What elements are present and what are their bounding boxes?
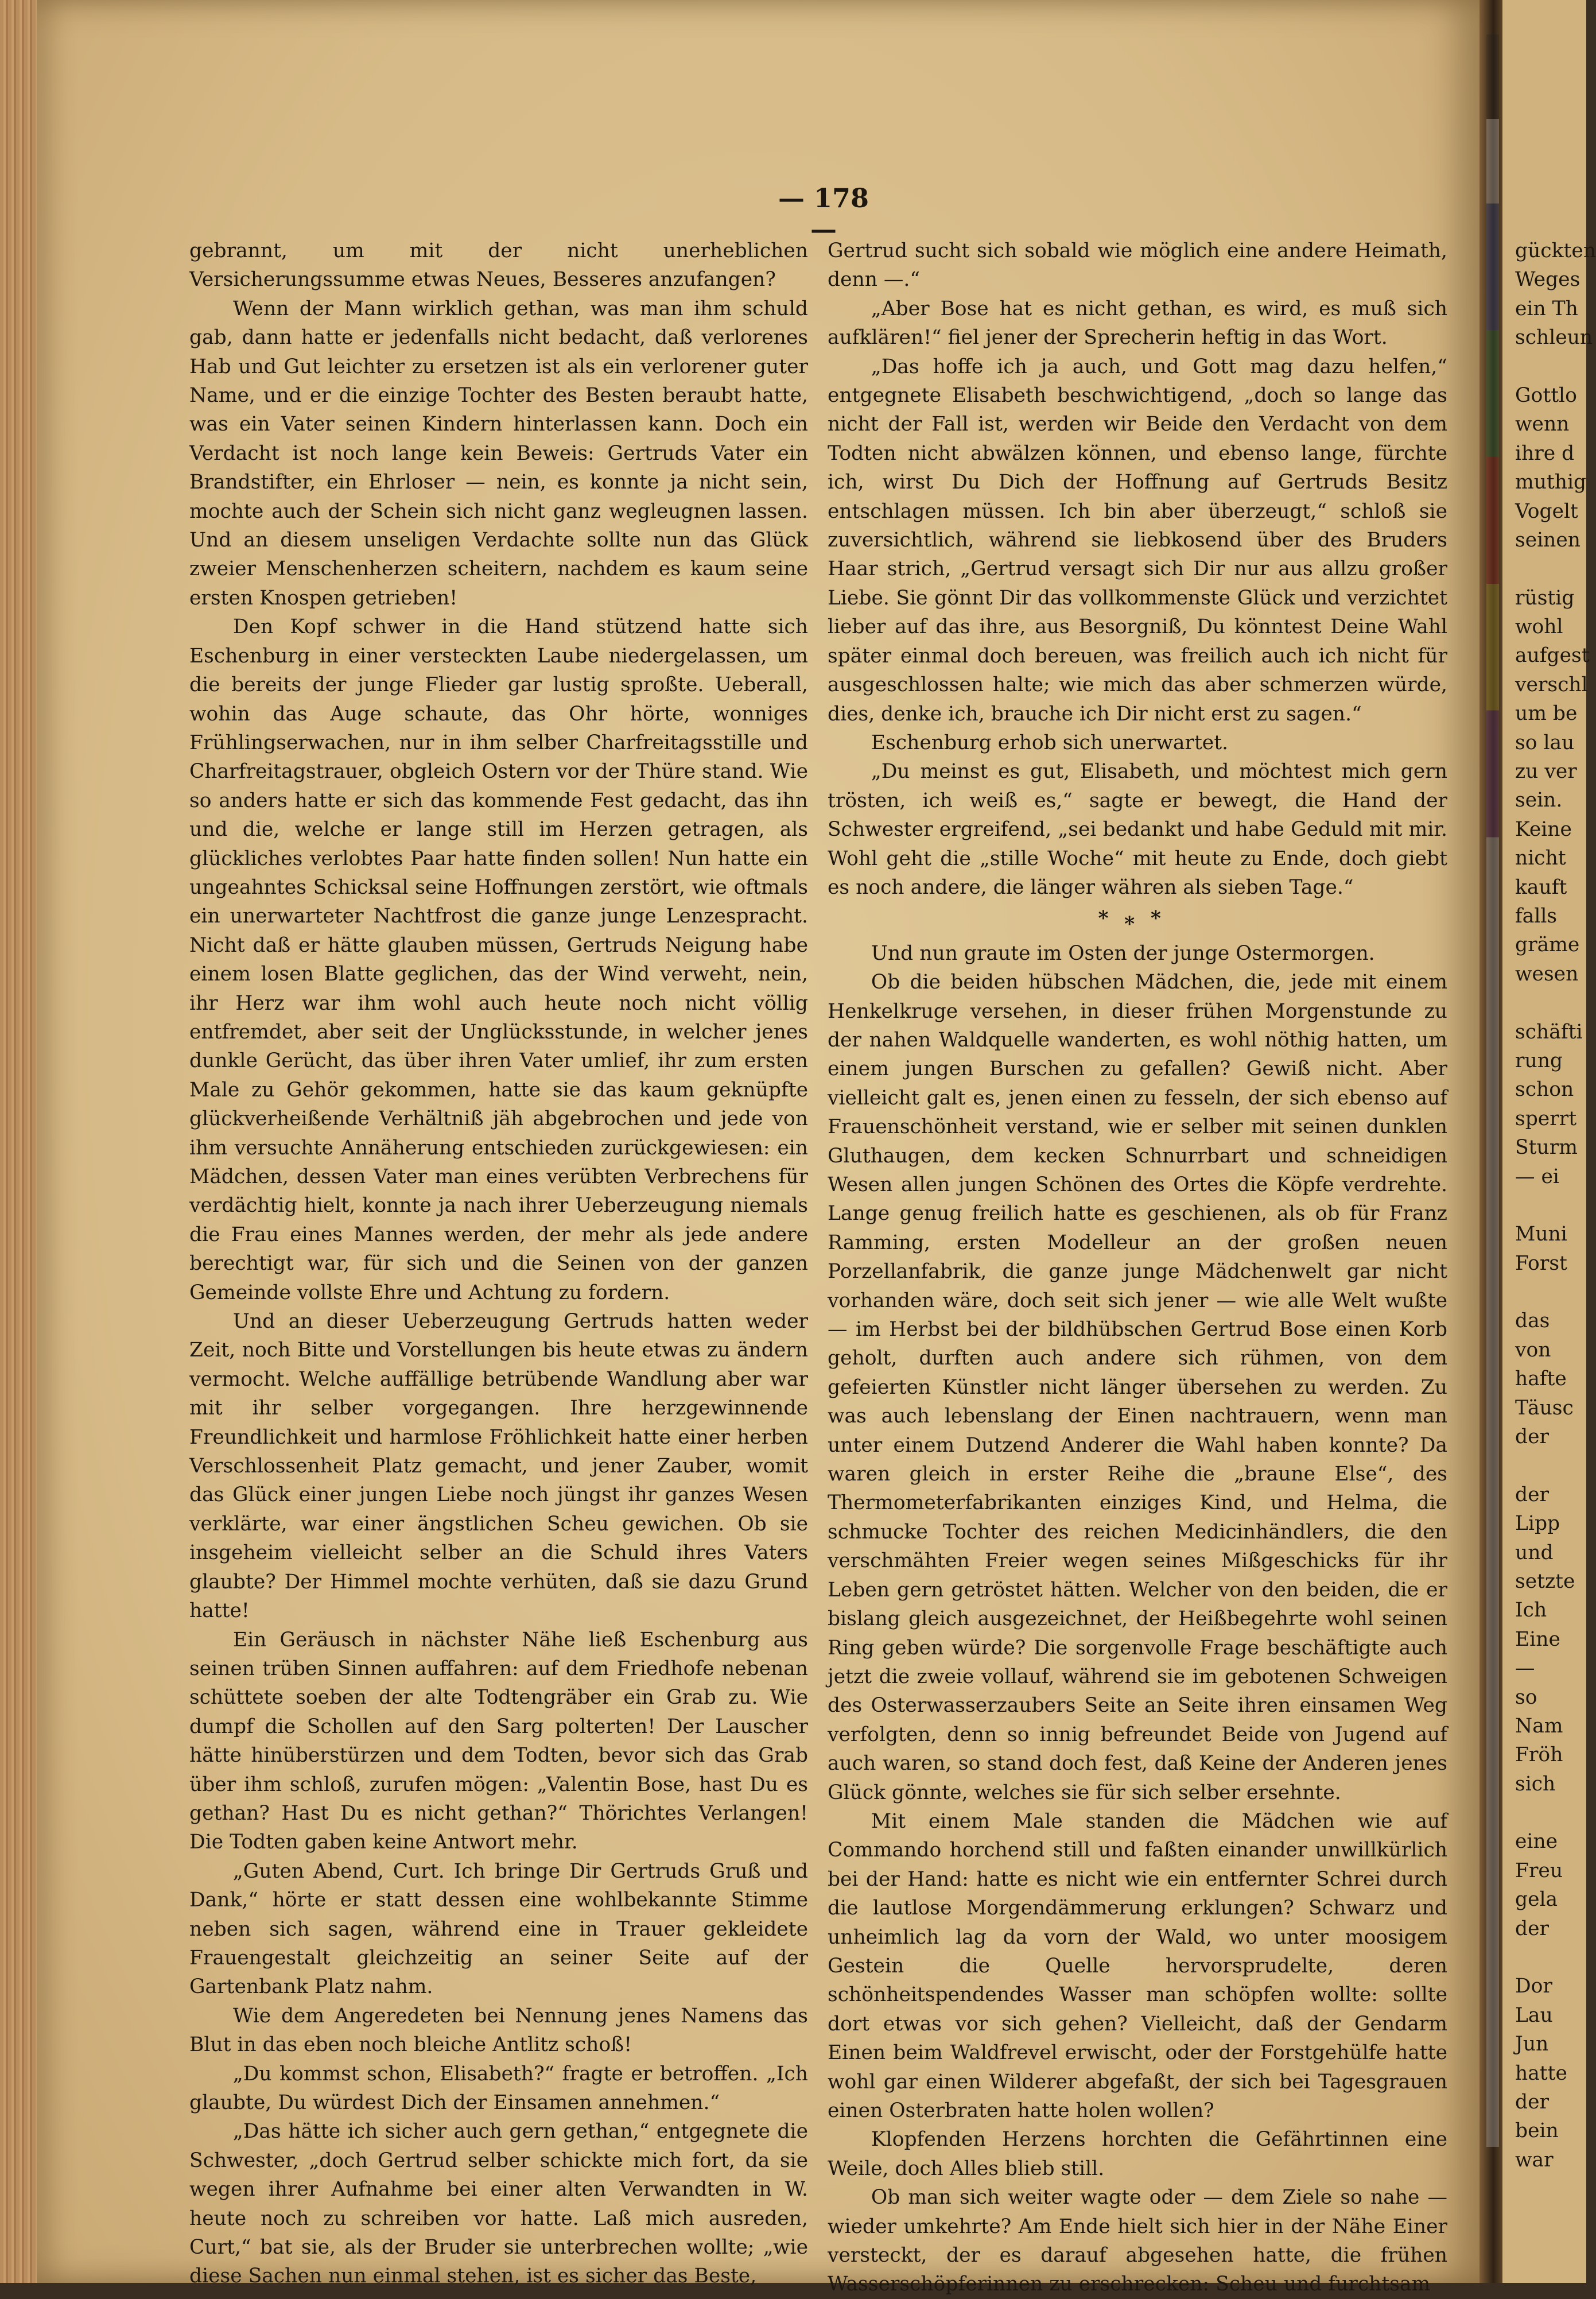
adjacent-page-fragment: das	[1515, 1309, 1550, 1333]
adjacent-page-fragment: kauft	[1515, 875, 1567, 899]
adjacent-page-fragment: war	[1515, 2148, 1554, 2172]
paragraph: Wie dem Angeredeten bei Nennung jenes Namens das Blut in das eben noch bleiche Antlitz schoß!	[189, 2004, 808, 2057]
adjacent-page-fragment: der	[1515, 1917, 1549, 1940]
adjacent-page-text-fragments	[1515, 237, 1596, 2174]
adjacent-page-fragment: der	[1515, 1483, 1549, 1506]
adjacent-page-fragment	[1515, 1451, 1590, 1480]
adjacent-page-fragment: schon	[1515, 1078, 1574, 1102]
adjacent-page-fragment: Gottlo	[1515, 383, 1577, 407]
adjacent-page-fragment: Fröh	[1515, 1743, 1563, 1767]
paragraph: gebrannt, um mit der nicht unerheblichen Versicherungssumme etwas Neues, Besseres anzufangen?	[189, 239, 808, 292]
adjacent-page-fragment: bein	[1515, 2119, 1559, 2143]
adjacent-page-fragment: Vogelt	[1515, 499, 1578, 523]
adjacent-page-fragment: rung	[1515, 1049, 1563, 1072]
paragraph: „Das hätte ich sicher auch gern gethan,“ entgegnete die Schwester, „doch Gertrud selber schickte mich fort, da sie wegen ihrer Aufnahme bei einer alten Verwandten in W. heute noch zu schreiben vor hatte. Laß mich ausreden, Curt,“ bat sie, als der Bruder sie unterbrechen wollte; „wie diese Sachen nun einmal stehen, ist es sicher das Beste,	[189, 2120, 808, 2288]
right-text-column	[828, 237, 1447, 2299]
paragraph: „Aber Bose hat es nicht gethan, es wird, es muß sich aufklären!“ fiel jener der Sprecherin heftig in das Wort.	[828, 297, 1447, 350]
adjacent-page-fragment	[1515, 1943, 1590, 1972]
adjacent-page-fragment	[1515, 555, 1590, 583]
adjacent-page-fragment: falls	[1515, 904, 1558, 928]
adjacent-page-fragment: der	[1515, 2091, 1549, 2114]
adjacent-page-fragment: Lipp	[1515, 1512, 1560, 1536]
paragraph: Mit einem Male standen die Mädchen wie auf Commando horchend still und faßten einander unwillkürlich bei der Hand: hatte es nicht wie ein entfernter Schrei durch die lautlose Morgendämmerung erklungen? Schwarz und unheimlich lag da vorn der Wald, wo unter moosigem Gestein die Quelle hervorsprudelte, deren schönheitspendendes Wasser man schöpfen wollte: sollte dort etwas vor sich gehen? Vielleicht, daß der Gendarm Einen beim Waldfrevel erwischt, oder der Forstgehülfe hatte wohl gar einen Wilderer abgefaßt, der sich bei Tagesgrauen einen Osterbraten hatte holen wollen?	[828, 1809, 1447, 2122]
adjacent-page-fragment: —	[1515, 1657, 1535, 1680]
adjacent-page-fragment: Täusc	[1515, 1396, 1574, 1420]
adjacent-page-fragment: gückten	[1515, 239, 1596, 262]
divider-star: *	[1150, 907, 1177, 931]
adjacent-page-fragment: Freu	[1515, 1859, 1563, 1882]
adjacent-page-fragment: ein Th	[1515, 297, 1578, 320]
adjacent-page-fragment: Dor	[1515, 1975, 1552, 1998]
adjacent-page-fragment: nicht	[1515, 847, 1566, 870]
adjacent-page-fragment: sperrt	[1515, 1107, 1577, 1130]
divider-star: *	[1124, 913, 1151, 936]
adjacent-page-fragment: gela	[1515, 1888, 1558, 1912]
adjacent-page-fragment: der	[1515, 1425, 1549, 1449]
adjacent-page-fragment	[1515, 1278, 1590, 1306]
adjacent-page-fragment	[1515, 988, 1590, 1017]
adjacent-page-fragment: schleun	[1515, 326, 1593, 350]
adjacent-page-fragment: von	[1515, 1338, 1551, 1362]
adjacent-page-fragment: sich	[1515, 1772, 1556, 1796]
paragraph: Ob man sich weiter wagte oder — dem Ziele so nahe — wieder umkehrte? Am Ende hielt sich hier in der Nähe Einer versteckt, der es darauf abgesehen hatte, die frühen Wasserschöpferinnen zu erschrecken: Scheu und furchtsam	[828, 2186, 1447, 2296]
adjacent-page-fragment: wohl	[1515, 615, 1563, 639]
adjacent-page-fragment: hatte	[1515, 2061, 1567, 2085]
paragraph: Klopfenden Herzens horchten die Gefährtinnen eine Weile, doch Alles blieb still.	[828, 2128, 1447, 2180]
adjacent-page-fragment: eine	[1515, 1830, 1558, 1854]
paragraph: Den Kopf schwer in die Hand stützend hatte sich Eschenburg in einer versteckten Laube niedergelassen, um die bereits der junge Flieder gar lustig sproßte. Ueberall, wohin das Auge schaute, das Ohr hörte, wonniges Frühlingserwachen, nur in ihm selber Charfreitagsstille und Charfreitagstrauer, obgleich Ostern vor der Thüre stand. Wie so anders hatte er sich das kommende Fest gedacht, das ihn und die, welche er lange still im Herzen getragen, als glückliches verlobtes Paar hatte finden sollen! Nun hatte ein ungeahntes Schicksal seine Hoffnungen zerstört, wie oftmals ein unerwarteter Nachtfrost die ganze junge Lenzespracht. Nicht daß er hätte glauben müssen, Gertruds Neigung habe einem losen Blatte geglichen, das der Wind verweht, nein, ihr Herz war ihm wohl auch heute noch nicht völlig entfremdet, aber seit der Unglücksstunde, in welcher jenes dunkle Gerücht, das über ihren Vater umlief, ihr zum ersten Male zu Gehör gekommen, hatte sie das kaum geknüpfte glückverheißende Verhältniß jäh abgebrochen und jede von ihm versuchte Annäherung entschieden zurückgewiesen: ein Mädchen, dessen Vater man eines verübten Verbrechens für verdächtig hielt, konnte ja nach ihrer Ueberzeugung niemals die Frau eines Mannes werden, der mehr als jede andere berechtigt war, für sich und die Seinen von der ganzen Gemeinde vollste Ehre und Achtung zu fordern.	[189, 615, 808, 1304]
adjacent-page-fragment: rüstig	[1515, 586, 1575, 610]
paragraph: Gertrud sucht sich sobald wie möglich eine andere Heimath, denn —.“	[828, 239, 1447, 292]
adjacent-page-fragment: aufgest	[1515, 644, 1590, 668]
adjacent-page-fragment: gräme	[1515, 933, 1580, 957]
adjacent-page-fragment: Ich	[1515, 1599, 1547, 1622]
adjacent-page-fragment: setzte	[1515, 1569, 1575, 1593]
adjacent-page-fragment: und	[1515, 1541, 1554, 1564]
adjacent-page-fragment: Nam	[1515, 1714, 1563, 1738]
adjacent-page-fragment: wenn	[1515, 413, 1570, 436]
paragraph: Ob die beiden hübschen Mädchen, die, jede mit einem Henkelkruge versehen, in dieser frühen Morgenstunde zu der nahen Waldquelle wanderten, es wohl nöthig hatten, um einem jungen Burschen zu gefallen? Gewiß nicht. Aber vielleicht galt es, jenen einen zu fesseln, der sich ebenso auf Frauenschönheit verstand, wie er selber mit seinen dunklen Gluthaugen, dem kecken Schnurrbart und schneidigen Wesen allen jungen Schönen des Ortes die Köpfe verdrehte. Lange genug freilich hatte es geschienen, als ob für Franz Ramming, ersten Modelleur an der großen neuen Porzellanfabrik, die ganze junge Mädchenwelt gar nicht vorhanden wäre, doch seit sich jener — wie alle Welt wußte — im Herbst bei der bildhübschen Gertrud Bose einen Korb geholt, durften auch andere sich rühmen, von dem gefeierten Künstler nicht länger übersehen zu werden. Zu was auch lebenslang der Einen nachtrauern, wenn man unter einem Dutzend Anderer die Wahl haben konnte? Da waren gleich in erster Reihe die „braune Else“, des Thermometerfabrikanten einziges Kind, und Helma, die schmucke Tochter des reichen Medicinhändlers, die den verschmähten Freier wegen seines Mißgeschicks für ihr Leben gern getröstet hätten. Welcher von den beiden, die er bislang gleich ausgezeichnet, der Heißbegehrte wohl seinen Ring geben würde? Die sorgenvolle Frage beschäftigte auch jetzt die zweie vollauf, während sie im gebotenen Schweigen des Osterwasserzaubers Seite an Seite ihren einsamen Weg verfolgten, denn so innig befreundet Beide von Jugend auf auch waren, so stand doch fest, daß Keine der Anderen jenes Glück gönnte, welches sie für sich selber ersehnte.	[828, 971, 1447, 1804]
adjacent-page-fragment	[1515, 1798, 1590, 1827]
page-number: — 178 —	[778, 183, 869, 245]
section-divider-stars	[828, 904, 1447, 936]
adjacent-page-fragment: Eine	[1515, 1627, 1560, 1651]
adjacent-page-fragment	[1515, 1191, 1590, 1220]
adjacent-page-fragment: sein.	[1515, 789, 1563, 812]
adjacent-page-fragment: zu ver	[1515, 760, 1577, 784]
divider-star: *	[1098, 907, 1125, 931]
adjacent-page-fragment: wesen	[1515, 962, 1579, 986]
adjacent-page-fragment: seinen	[1515, 528, 1581, 552]
paragraph: Eschenburg erhob sich unerwartet.	[871, 731, 1229, 754]
paragraph: Und nun graute im Osten der junge Ostermorgen.	[871, 941, 1375, 965]
adjacent-page-fragment: verschl	[1515, 673, 1588, 696]
scan-color-calibration-bar	[1486, 34, 1499, 2147]
paragraph: „Guten Abend, Curt. Ich bringe Dir Gertruds Gruß und Dank,“ hörte er statt dessen eine wohlbekannte Stimme neben sich sagen, während eine in Trauer gekleidete Frauengestalt gleichzeitig an seiner Seite auf der Gartenbank Platz nahm.	[189, 1859, 808, 1999]
paragraph: Wenn der Mann wirklich gethan, was man ihm schuld gab, dann hatte er jedenfalls nicht bedacht, daß verlorenes Hab und Gut leichter zu ersetzen ist als ein verlorener guter Name, und er die einzige Tochter des Besten beraubt hatte, was ein Vater seinen Kindern hinterlassen kann. Doch ein Verdacht ist noch lange kein Beweis: Gertruds Vater ein Brandstifter, ein Ehrloser — nein, es konnte ja nicht sein, mochte auch der Schein sich nicht ganz wegleugnen lassen. Und an diesem unseligen Verdachte sollte nun das Glück zweier Menschenherzen scheitern, nachdem es kaum seine ersten Knospen getrieben!	[189, 297, 808, 610]
book-page-edges	[0, 0, 37, 2283]
adjacent-page-fragment: Jun	[1515, 2033, 1549, 2056]
adjacent-page-fragment: schäfti	[1515, 1020, 1583, 1044]
adjacent-page-fragment: so	[1515, 1685, 1537, 1709]
adjacent-page-fragment: so lau	[1515, 731, 1575, 754]
adjacent-page-fragment: Forst	[1515, 1251, 1567, 1275]
adjacent-page-fragment: ihre d	[1515, 441, 1575, 465]
paragraph: Ein Geräusch in nächster Nähe ließ Eschenburg aus seinen trüben Sinnen auffahren: auf dem Friedhofe nebenan schüttete soeben der alte Todtengräber ein Grab zu. Wie dumpf die Schollen auf den Sarg polterten! Der Lauscher hätte hinüberstürzen und dem Todten, bevor sich das Grab über ihm schloß, zurufen mögen: „Valentin Bose, hast Du es gethan? Hast Du es nicht gethan?“ Thörichtes Verlangen! Die Todten gaben keine Antwort mehr.	[189, 1628, 808, 1854]
adjacent-page-fragment: Keine	[1515, 817, 1572, 841]
paragraph: „Das hoffe ich ja auch, und Gott mag dazu helfen,“ entgegnete Elisabeth beschwichtigend, „doch so lange das nicht der Fall ist, werden wir Beide den Verdacht von dem Todten nicht abwälzen können, und ebenso lange, fürchte ich, wirst Du Dich der Hoffnung auf Gertruds Besitz entschlagen müssen. Ich bin aber überzeugt,“ schloß sie zuversichtlich, während sie liebkosend über des Bruders Haar strich, „Gertrud versagt sich Dir nur aus allzu großer Liebe. Sie gönnt Dir das vollkommenste Glück und verzichtet lieber auf das ihre, aus Besorgniß, Du könntest Deine Wahl später einmal doch bereuen, was freilich auch ich nicht für ausgeschlossen halte; wie mich das aber schmerzen würde, dies, denke ich, brauche ich Dir nicht erst zu sagen.“	[828, 355, 1447, 726]
adjacent-page-fragment: Weges	[1515, 268, 1581, 292]
adjacent-page-fragment: Sturm	[1515, 1136, 1578, 1160]
adjacent-page-fragment: muthig	[1515, 471, 1587, 494]
paragraph: „Du kommst schon, Elisabeth?“ fragte er betroffen. „Ich glaubte, Du würdest Dich der Einsamen annehmen.“	[189, 2062, 808, 2114]
adjacent-page-fragment: Lau	[1515, 2003, 1553, 2027]
left-text-column	[189, 237, 808, 2291]
paragraph: Und an dieser Ueberzeugung Gertruds hatten weder Zeit, noch Bitte und Vorstellungen bis heute etwas zu ändern vermocht. Welche auffällige betrübende Wandlung aber war mit ihr selber vorgegangen. Ihre herzgewinnende Freundlichkeit und harmlose Fröhlichkeit hatte einer herben Verschlossenheit Platz gemacht, und jener Zauber, womit das Glück einer jungen Liebe noch jüngst ihr ganzes Wesen verklärte, war einer ängstlichen Scheu gewichen. Ob sie insgeheim vielleicht selber an die Schuld ihres Vaters glaubte? Der Himmel mochte verhüten, daß sie dazu Grund hatte!	[189, 1310, 808, 1623]
adjacent-page-fragment	[1515, 352, 1590, 381]
adjacent-page-fragment: hafte	[1515, 1367, 1567, 1391]
paragraph: „Du meinst es gut, Elisabeth, und möchtest mich gern trösten, ich weiß es,“ sagte er bewegt, die Hand der Schwester ergreifend, „sei bedankt und habe Geduld mit mir. Wohl geht die „stille Woche“ mit heute zu Ende, doch giebt es noch andere, die länger währen als sieben Tage.“	[828, 760, 1447, 899]
adjacent-page-fragment: um be	[1515, 702, 1578, 726]
adjacent-page-fragment: Muni	[1515, 1223, 1567, 1246]
adjacent-page-fragment: — ei	[1515, 1165, 1559, 1188]
